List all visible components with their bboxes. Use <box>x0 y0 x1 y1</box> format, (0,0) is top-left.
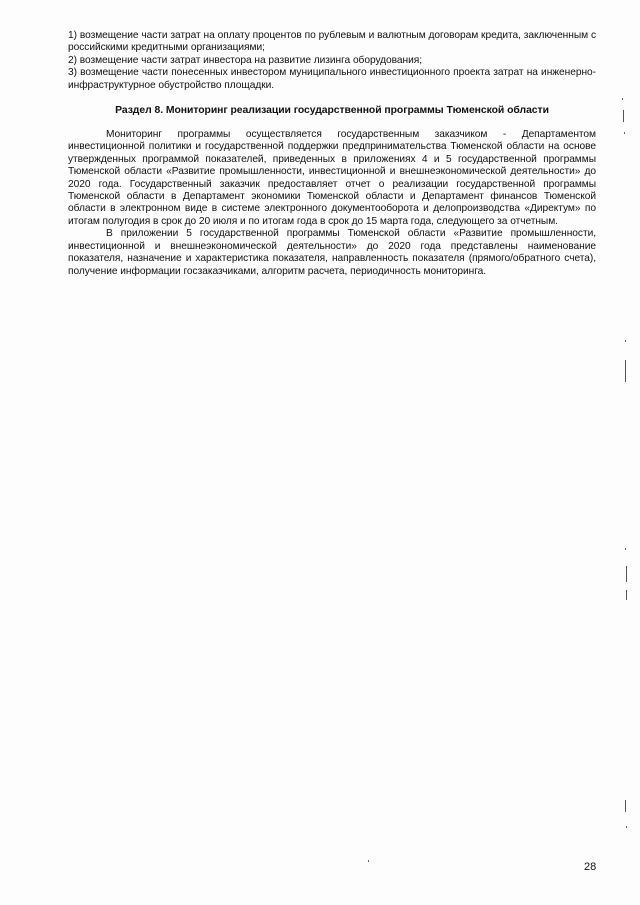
list-item-3: 3) возмещение части понесенных инвестором муниципального инвестиционного проекта затрат на инженерно-инфраструктурное обустройство площадки. <box>68 67 596 91</box>
scan-artifact <box>625 340 626 342</box>
scan-artifact <box>625 548 626 550</box>
scan-artifact <box>622 98 623 100</box>
scan-artifact <box>626 566 627 582</box>
scan-artifact <box>368 860 369 862</box>
paragraph-appendix: В приложении 5 государственной программы Тюменской области «Развитие промышленности, инвестиционной и внешнеэкономической деятельности» до 2020 года представлены наименование показателя, назначение и характеристика показателя, направленность показателя (прямого/обратного счета), получение информации госзаказчиками, алгоритм расчета, периодичность мониторинга. <box>68 228 596 277</box>
page-number: 28 <box>584 861 597 873</box>
scan-artifact <box>625 360 626 382</box>
document-body <box>68 30 596 278</box>
scan-artifact <box>624 132 625 134</box>
scan-artifact <box>625 800 626 812</box>
scan-artifact <box>623 110 624 122</box>
section-heading: Раздел 8. Мониторинг реализации государственной программы Тюменской области <box>115 105 549 117</box>
scan-artifact <box>626 590 627 600</box>
list-item-1: 1) возмещение части затрат на оплату процентов по рублевым и валютным договорам кредита, заключенным с российскими кредитными организациями; <box>68 30 596 54</box>
scan-artifact <box>626 826 627 828</box>
paragraph-monitoring: Мониторинг программы осуществляется государственным заказчиком - Департаментом инвестиционной политики и государственной поддержки предпринимательства Тюменской области на основе утвержденных программой показателей, приведенных в приложениях 4 и 5 государственной программы Тюменской области «Развитие промышленности, инвестиционной и внешнеэкономической деятельности» до 2020 года. Государственный заказчик предоставляет отчет о реализации государственной программы Тюменской области в Департамент экономики Тюменской области и Департамент финансов Тюменской области в электронном виде в системе электронного документооборота и делопроизводства «Директум» по итогам полугодия в срок до 20 июля и по итогам года в срок до 15 марта года, следующего за отчетным. <box>68 129 596 227</box>
list-item-2: 2) возмещение части затрат инвестора на развитие лизинга оборудования; <box>68 54 423 66</box>
